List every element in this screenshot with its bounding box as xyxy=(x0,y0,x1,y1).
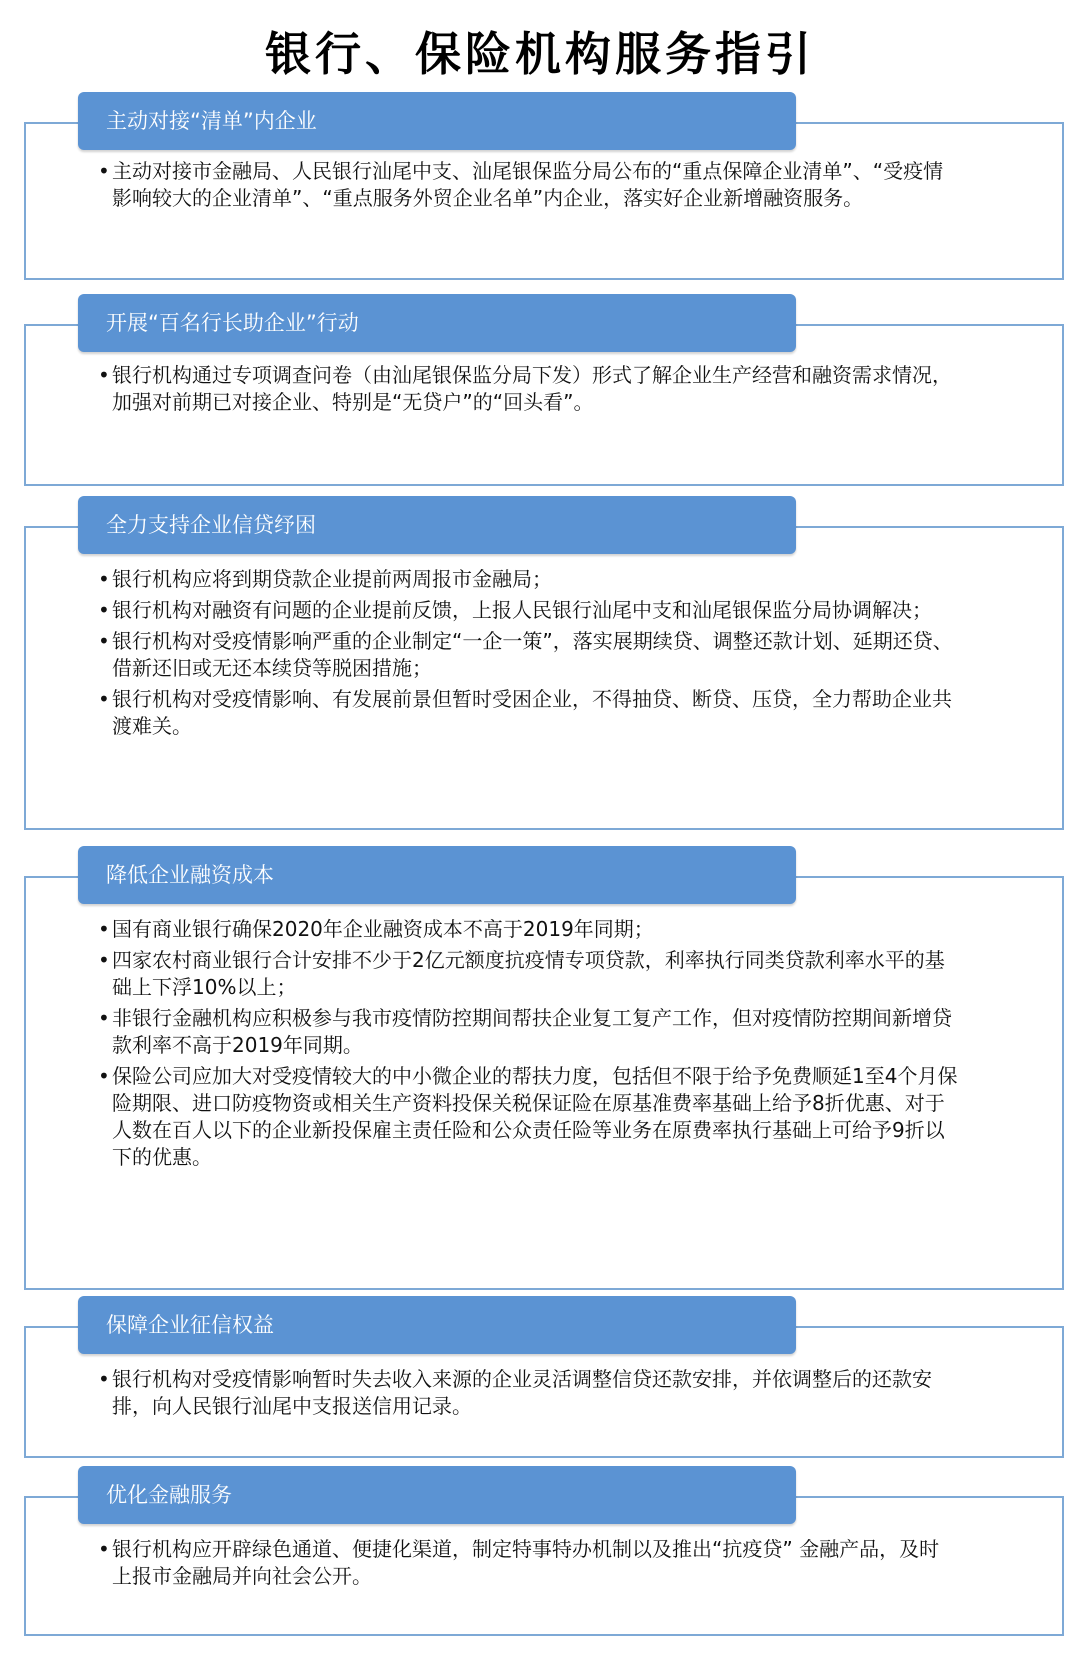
list-item: • 银行机构应将到期贷款企业提前两周报市金融局； xyxy=(102,566,954,593)
section-credit-relief xyxy=(24,496,1064,830)
list-item: • 保险公司应加大对受疫情较大的中小微企业的帮扶力度，包括但不限于给予免费顺延1至4个月保险期限、进口防疫物资或相关生产资料投保关税保证险在原基准费率基础上给予8折优惠、对于人数在百人以下的企业新投保雇主责任险和公众责任险等业务在原费率执行基础上可给予9折以下的优惠。 xyxy=(102,1063,964,1171)
section-heading: 主动对接“清单”内企业 xyxy=(78,92,796,150)
section-optimize-services xyxy=(24,1466,1064,1636)
list-item: • 银行机构对受疫情影响严重的企业制定“一企一策”，落实展期续贷、调整还款计划、延期还贷、借新还旧或无还本续贷等脱困措施； xyxy=(102,628,954,682)
page-title: 银行、保险机构服务指引 xyxy=(265,27,815,81)
list-item: • 银行机构对融资有问题的企业提前反馈，上报人民银行汕尾中支和汕尾银保监分局协调解决； xyxy=(102,597,954,624)
section-items xyxy=(102,916,964,1175)
list-item: • 国有商业银行确保2020年企业融资成本不高于2019年同期； xyxy=(102,916,964,943)
section-items xyxy=(102,158,954,216)
section-heading: 降低企业融资成本 xyxy=(78,846,796,904)
section-items xyxy=(102,1366,954,1424)
section-items xyxy=(102,566,954,744)
section-heading: 开展“百名行长助企业”行动 xyxy=(78,294,796,352)
list-item: • 非银行金融机构应积极参与我市疫情防控期间帮扶企业复工复产工作，但对疫情防控期间新增贷款利率不高于2019年同期。 xyxy=(102,1005,964,1059)
list-item: • 银行机构对受疫情影响暂时失去收入来源的企业灵活调整信贷还款安排，并依调整后的还款安排，向人民银行汕尾中支报送信用记录。 xyxy=(102,1366,954,1420)
section-proactive-docking xyxy=(24,92,1064,280)
section-heading: 保障企业征信权益 xyxy=(78,1296,796,1354)
list-item: • 四家农村商业银行合计安排不少于2亿元额度抗疫情专项贷款，利率执行同类贷款利率水平的基础上下浮10%以上； xyxy=(102,947,964,1001)
section-reduce-financing-cost xyxy=(24,846,1064,1290)
section-heading: 优化金融服务 xyxy=(78,1466,796,1524)
list-item: • 主动对接市金融局、人民银行汕尾中支、汕尾银保监分局公布的“重点保障企业清单”、“受疫情影响较大的企业清单”、“重点服务外贸企业名单”内企业，落实好企业新增融资服务。 xyxy=(102,158,954,212)
section-heading: 全力支持企业信贷纾困 xyxy=(78,496,796,554)
section-hundred-presidents xyxy=(24,294,1064,486)
section-items xyxy=(102,362,954,420)
section-credit-rights xyxy=(24,1296,1064,1458)
list-item: • 银行机构应开辟绿色通道、便捷化渠道，制定特事特办机制以及推出“抗疫贷” 金融产品，及时上报市金融局并向社会公开。 xyxy=(102,1536,954,1590)
list-item: • 银行机构对受疫情影响、有发展前景但暂时受困企业，不得抽贷、断贷、压贷，全力帮助企业共渡难关。 xyxy=(102,686,954,740)
list-item: • 银行机构通过专项调查问卷（由汕尾银保监分局下发）形式了解企业生产经营和融资需求情况，加强对前期已对接企业、特别是“无贷户”的“回头看”。 xyxy=(102,362,954,416)
section-items xyxy=(102,1536,954,1594)
